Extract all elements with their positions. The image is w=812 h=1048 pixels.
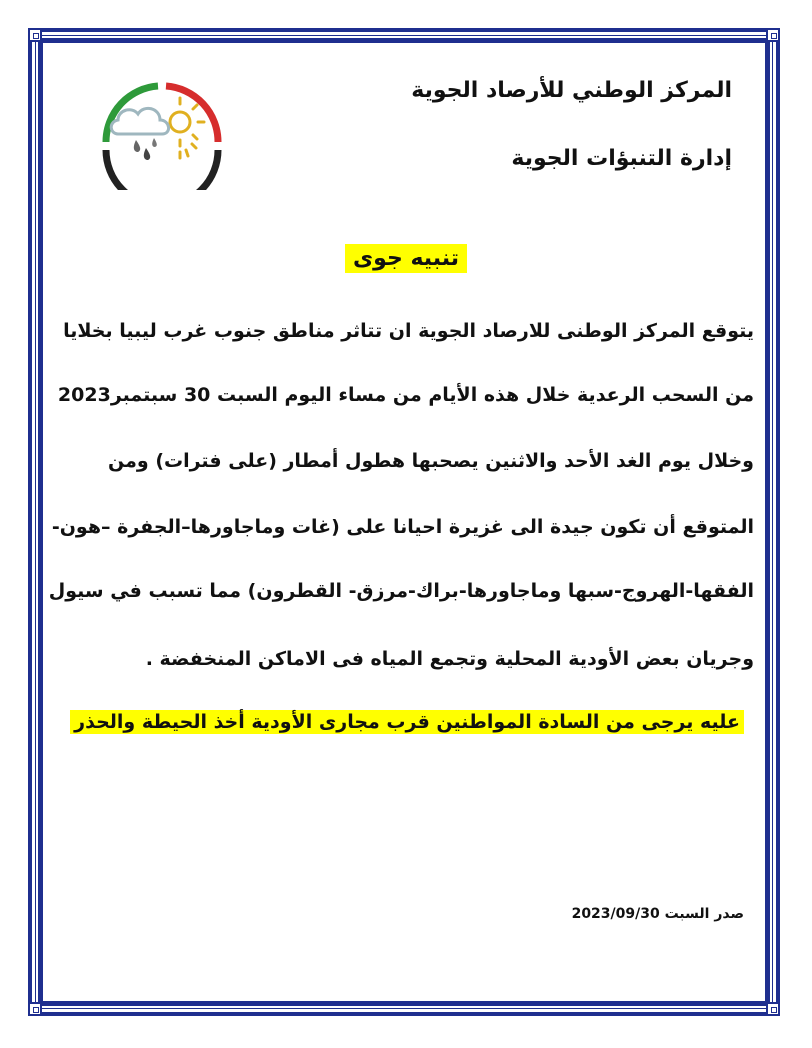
citizen-warning-notice: عليه يرجى من السادة المواطنين قرب مجارى الأودية أخذ الحيطة والحذر <box>70 710 744 734</box>
weather-cloud-sun-rain-logo <box>96 78 228 190</box>
department-name: إدارة التنبؤات الجوية <box>511 146 732 171</box>
body-line: يتوقع المركز الوطنى للارصاد الجوية ان تتاثر مناطق جنوب غرب ليبيا بخلايا <box>63 320 754 342</box>
issue-date: صدر السبت 2023/09/30 <box>571 906 744 922</box>
alert-title: تنبيه جوى <box>345 244 467 273</box>
body-line: من السحب الرعدية خلال هذه الأيام من مساء اليوم السبت 30 سبتمبر2023 <box>57 384 754 406</box>
border-corner-bottom-left <box>28 1002 42 1016</box>
border-corner-bottom-right <box>766 1002 780 1016</box>
border-corner-top-left <box>28 28 42 42</box>
org-name: المركز الوطني للأرصاد الجوية <box>411 78 732 103</box>
border-corner-top-right <box>766 28 780 42</box>
body-line: وخلال يوم الغد الأحد والاثنين يصحبها هطول أمطار (على فترات) ومن <box>108 450 754 472</box>
body-line: المتوقع أن تكون جيدة الى غزيرة احيانا على (غات وماجاورها–الجفرة –هون- <box>51 516 754 538</box>
body-line: الفقها-الهروج-سبها وماجاورها-براك-مرزق- القطرون) مما تسبب في سيول <box>48 580 754 602</box>
body-line: وجريان بعض الأودية المحلية وتجمع المياه فى الاماكن المنخفضة . <box>145 648 754 670</box>
